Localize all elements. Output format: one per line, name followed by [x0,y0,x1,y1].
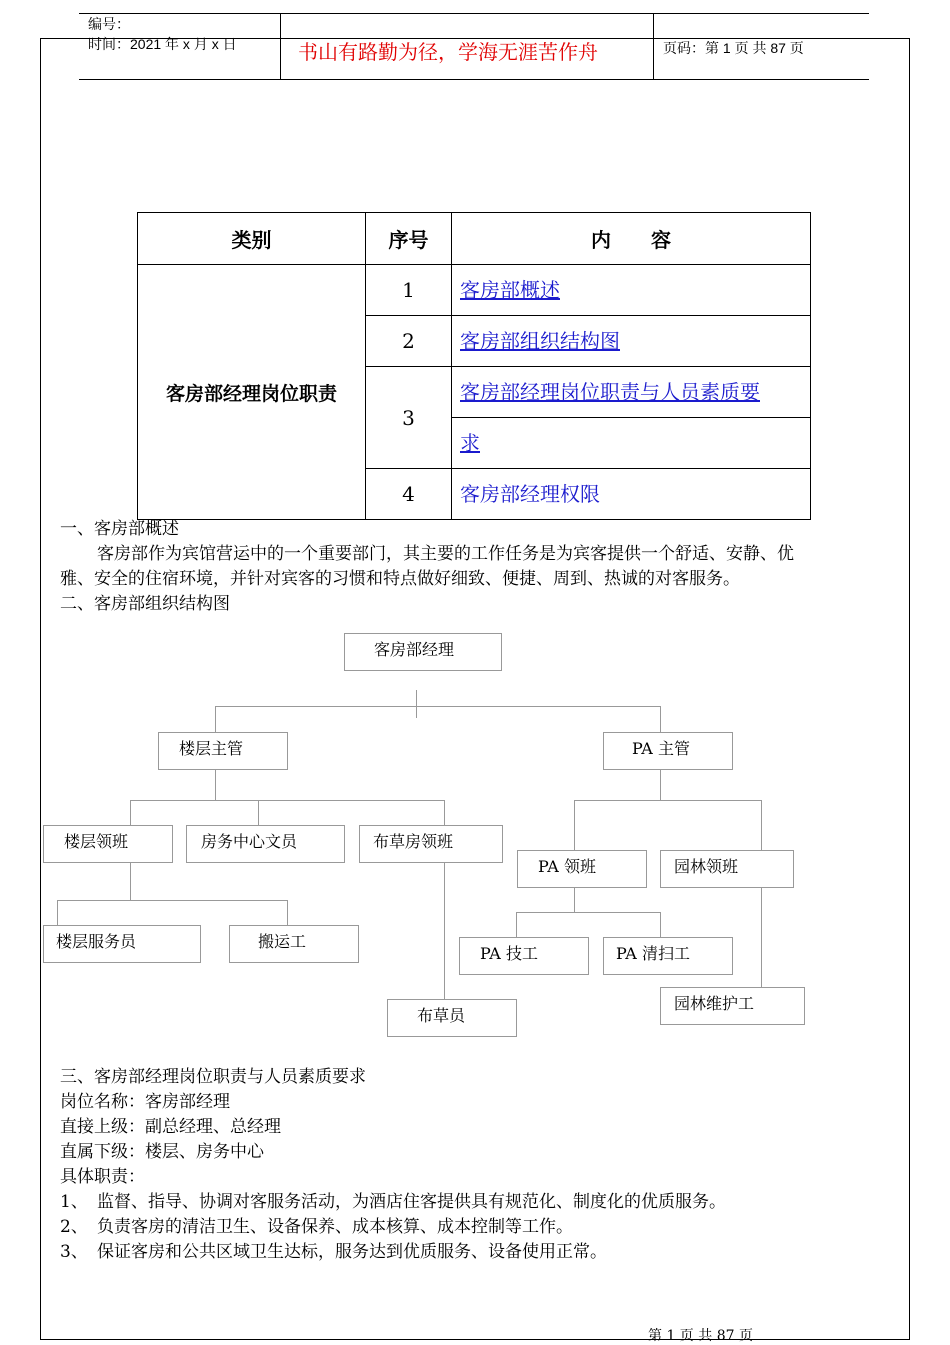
toc-header-category: 类别 [138,213,366,265]
section3-subordinate: 直属下级：楼层、房务中心 [60,1142,264,1162]
org-connector [215,706,216,733]
org-connector [287,900,288,925]
section3-duties-label: 具体职责： [60,1167,145,1187]
org-box-pa-technician: PA 技工 [459,937,589,975]
toc-header-content: 内 容 [452,213,811,265]
org-box-floor-attendant: 楼层服务员 [43,925,201,963]
org-box-garden-leader: 园林领班 [660,850,794,888]
org-connector [258,800,259,825]
org-box-pa-leader: PA 领班 [517,850,647,888]
toc-link-authority[interactable]: 客房部经理权限 [460,482,600,506]
section3-superior: 直接上级：副总经理、总经理 [60,1117,281,1137]
org-connector [215,706,661,707]
toc-link-org-chart[interactable]: 客房部组织结构图 [460,329,620,353]
toc-link-duties-continued[interactable]: 求 [460,431,480,455]
toc-row-number: 4 [366,469,452,520]
section1-paragraph-line2: 雅、安全的住宿环境，并针对宾客的习惯和特点做好细致、便捷、周到、热诚的对客服务。 [60,569,740,589]
org-box-porter: 搬运工 [229,925,359,963]
org-connector [516,912,661,913]
section1-paragraph-line1: 客房部作为宾馆营运中的一个重要部门，其主要的工作任务是为宾客提供一个舒适、安静、优 [97,544,794,564]
toc-header-number: 序号 [366,213,452,265]
org-connector [215,769,216,800]
org-connector [130,800,445,801]
org-connector [574,800,762,801]
header-top-rule [79,13,869,14]
org-connector [761,800,762,850]
duty-text: 负责客房的清洁卫生、设备保养、成本核算、成本控制等工作。 [97,1217,573,1237]
org-box-garden-worker: 园林维护工 [660,987,805,1025]
org-box-floor-supervisor: 楼层主管 [158,732,288,770]
toc-row-content-continued [452,418,811,469]
org-connector [516,912,517,937]
org-connector [416,690,417,718]
header-motto: 书山有路勤为径，学海无涯苦作舟 [298,40,598,64]
header-page-code: 页码：第 1 页 共 87 页 [663,40,804,56]
toc-row-number: 2 [366,316,452,367]
org-connector [57,900,288,901]
footer-page-number: 第 1 页 共 87 页 [648,1328,753,1344]
header-number-label: 编号： [88,16,130,32]
section2-title: 二、客房部组织结构图 [60,594,230,614]
header-divider-left [280,13,281,79]
toc-row-content [452,367,811,418]
toc-table [137,212,811,520]
org-box-floor-leader: 楼层领班 [43,825,173,863]
org-connector [660,706,661,733]
toc-row-number: 3 [366,367,452,469]
header-time-label: 时间：2021 年 x 月 x 日 [88,36,237,52]
org-box-pa-supervisor: PA 主管 [603,732,733,770]
org-connector [444,800,445,825]
toc-row-number: 1 [366,265,452,316]
toc-row-content [452,469,811,520]
org-box-linen-leader: 布草房领班 [359,825,503,863]
toc-category: 客房部经理岗位职责 [138,265,366,520]
duty-number: 2、 [60,1217,88,1237]
section1-title: 一、客房部概述 [60,519,179,539]
org-connector [130,800,131,825]
section3-position: 岗位名称：客房部经理 [60,1092,230,1112]
org-box-linen-clerk: 布草员 [387,999,517,1037]
toc-row-content [452,316,811,367]
section3-title: 三、客房部经理岗位职责与人员素质要求 [60,1067,366,1087]
header-bottom-rule [79,79,869,80]
duty-text: 监督、指导、协调对客服务活动，为酒店住客提供具有规范化、制度化的优质服务。 [97,1192,726,1212]
duty-number: 3、 [60,1242,88,1262]
org-box-manager: 客房部经理 [344,633,502,671]
org-connector [660,912,661,937]
org-connector [574,800,575,850]
toc-link-duties[interactable]: 客房部经理岗位职责与人员素质要 [460,380,760,404]
org-connector [761,887,762,987]
org-connector [444,862,445,999]
toc-row-content [452,265,811,316]
duty-text: 保证客房和公共区域卫生达标，服务达到优质服务、设备使用正常。 [97,1242,607,1262]
org-connector [57,900,58,925]
org-connector [574,887,575,912]
org-box-service-center-clerk: 房务中心文员 [186,825,345,863]
header-divider-right [653,13,654,79]
org-box-pa-cleaner: PA 清扫工 [603,937,733,975]
duty-number: 1、 [60,1192,88,1212]
org-connector [660,769,661,800]
org-connector [130,862,131,900]
toc-link-overview[interactable]: 客房部概述 [460,278,560,302]
